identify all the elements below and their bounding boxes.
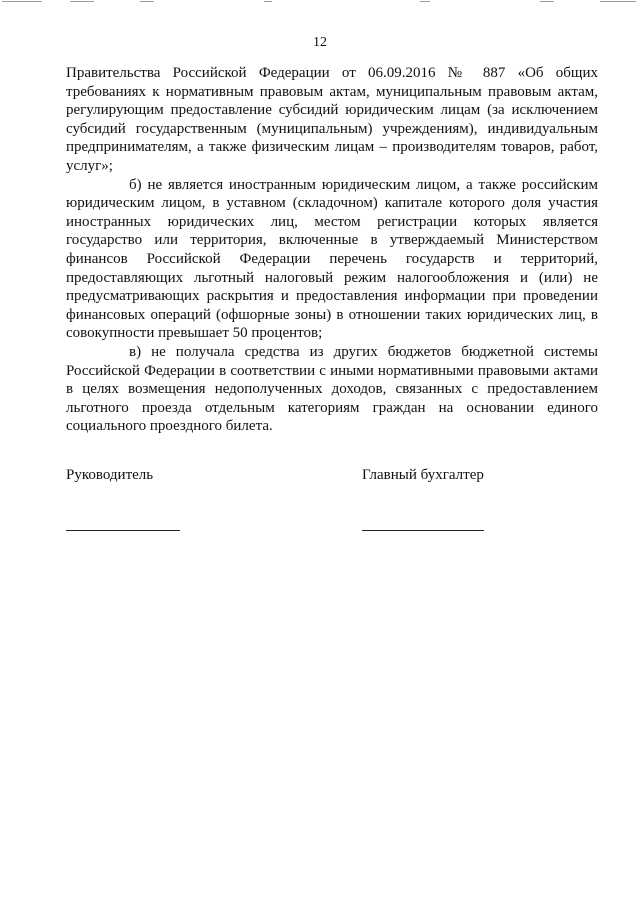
paragraph-continuation: Правительства Российской Федерации от 06.09.2016 № 887 «Об общих требованиях к нормативным правовым актам, муниципальным правовым актам, регулирующим предоставление субсидий юридическим лицам (за исключением субсидий государственным (муниципальным) учреждениям), индивидуальным предпринимателям, а также физическим лицам – производителям товаров, работ, услуг»;	[66, 65, 598, 174]
paragraph-item-b: б) не является иностранным юридическим лицом, а также российским юридическим лицом, в уставном (складочном) капитале которого доля участия иностранных юридических лиц, местом регистрации которых является государство или территория, включенные в утверждаемый Министерством финансов Российской Федерации перечень государств и территорий, предоставляющих льготный налоговый режим налогообложения и (или) не предусматривающих раскрытия и предоставления информации при проведении финансовых операций (офшорные зоны) в отношении таких юридических лиц, в совокупности превышает 50 процентов;	[66, 176, 598, 342]
signature-label-director: Руководитель	[66, 467, 154, 483]
signature-line-director	[66, 530, 180, 531]
body-text	[66, 64, 598, 436]
page-number: 12	[313, 35, 327, 50]
signature-label-chief-accountant: Главный бухгалтер	[362, 467, 484, 483]
scan-edge-marks	[0, 0, 640, 3]
paragraph-item-v: в) не получала средства из других бюджетов бюджетной системы Российской Федерации в соответствии с иными нормативными правовыми актами в целях возмещения недополученных доходов, связанных с предоставлением льготного проезда отдельным категориям граждан на основании единого социального проездного билета.	[66, 343, 598, 435]
signature-line-chief-accountant	[362, 530, 484, 531]
